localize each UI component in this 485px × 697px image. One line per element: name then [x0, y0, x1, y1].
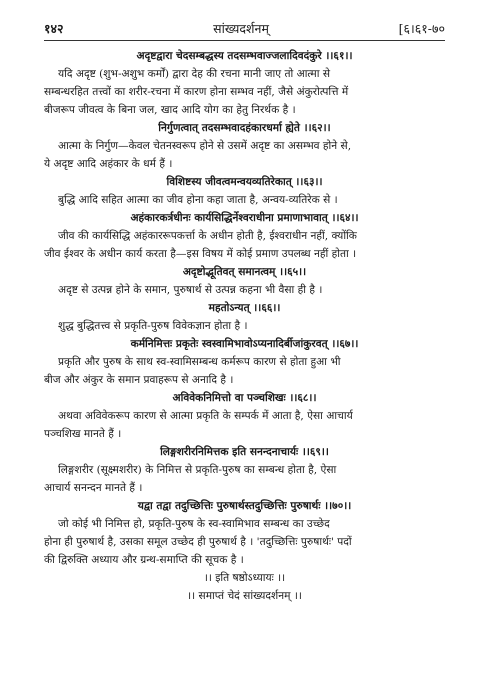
- commentary-line: पञ्चशिख मानते हैं ।: [44, 428, 122, 440]
- sutra-line: अदृष्टद्वारा चेदसम्बद्धस्य तदसम्भवाज्जलादिवदंकुरे ।।६१।।: [136, 50, 353, 62]
- commentary-line: यदि अदृष्ट (शुभ-अशुभ कर्मों) द्वारा देह की रचना मानी जाए तो आत्मा से: [58, 68, 330, 80]
- book-end-line: ।। समाप्तं चेदं सांख्यदर्शनम् ।।: [187, 590, 302, 602]
- page-number: १४२: [44, 21, 64, 36]
- sutra-line: विशिष्टस्य जीवत्वमन्वयव्यतिरेकात् ।।६३।।: [166, 176, 323, 188]
- commentary-line: बीज और अंकुर के समान प्रवाहरूप से अनादि है ।: [44, 374, 234, 386]
- sutra-line: अदृष्टोद्भूतिवत् समानत्वम् ।।६५।।: [182, 266, 307, 278]
- sutra-line: अहंकारकर्त्रधीनः कार्यसिद्धिर्नेश्वराधीना प्रमाणाभावात् ।।६४।।: [130, 212, 359, 224]
- sutra-line: कर्मनिमित्तः प्रकृतेः स्वस्वामिभावोऽप्यनादिर्बीजांकुरवत् ।।६७।।: [130, 338, 359, 350]
- sutra-line: लिङ्गशरीरनिमित्तक इति सनन्दनाचार्यः ।।६९।।: [160, 446, 329, 458]
- sutra-range: [६।६१-७०: [398, 21, 445, 36]
- sutra-line: निर्गुणत्वात् तदसम्भवादहंकारधर्मा ह्येते ।।६२।।: [158, 122, 331, 134]
- commentary-line: जो कोई भी निमित्त हो, प्रकृति-पुरुष के स्व-स्वामिभाव सम्बन्ध का उच्छेद: [58, 518, 330, 530]
- sutra-line: महतोऽन्यत् ।।६६।।: [208, 302, 281, 314]
- commentary-line: अदृष्ट से उत्पन्न होने के समान, पुरुषार्थ से उत्पन्न कहना भी वैसा ही है ।: [58, 284, 323, 296]
- commentary-line: ये अदृष्ट आदि अहंकार के धर्म हैं ।: [44, 158, 173, 170]
- chapter-end-line: ।। इति षष्ठोऽध्यायः ।।: [203, 572, 286, 584]
- commentary-line: होना ही पुरुषार्थ है, उसका समूल उच्छेद ही पुरुषार्थ है । 'तदुच्छित्तिः पुरुषार्थः' पदों: [44, 536, 352, 548]
- page-header: [44, 20, 445, 41]
- commentary-line: लिङ्गशरीर (सूक्ष्मशरीर) के निमित्त से प्रकृति-पुरुष का सम्बन्ध होता है, ऐसा: [58, 464, 337, 476]
- commentary-line: बुद्धि आदि सहित आत्मा का जीव होना कहा जाता है, अन्वय-व्यतिरेक से ।: [58, 194, 338, 206]
- sutra-line: यद्वा तद्वा तदुच्छित्तिः पुरुषार्थस्तदुच्छित्तिः पुरुषार्थः ।।७०।।: [137, 500, 352, 512]
- commentary-line: प्रकृति और पुरुष के साथ स्व-स्वामिसम्बन्ध कर्मरूप कारण से होता हुआ भी: [58, 356, 341, 368]
- commentary-line: की द्विरुक्ति अध्याय और ग्रन्थ-समाप्ति की सूचक है ।: [44, 554, 244, 566]
- running-title: सांख्यदर्शनम्: [213, 21, 269, 36]
- commentary-line: शुद्ध बुद्धितत्त्व से प्रकृति-पुरुष विवेकज्ञान होता है ।: [58, 320, 248, 332]
- commentary-line: आत्मा के निर्गुण—केवल चेतनस्वरूप होने से उसमें अदृष्ट का असम्भव होने से,: [58, 140, 352, 152]
- commentary-line: अथवा अविवेकरूप कारण से आत्मा प्रकृति के सम्पर्क में आता है, ऐसा आचार्य: [58, 410, 353, 422]
- commentary-line: जीव की कार्यसिद्धि अहंकाररूपकर्त्ता के अधीन होती है, ईश्वराधीन नहीं, क्योंकि: [58, 230, 357, 242]
- commentary-line: सम्बन्धरहित तत्त्वों का शरीर-रचना में कारण होना सम्भव नहीं, जैसे अंकुरोत्पत्ति में: [44, 86, 349, 98]
- sutra-line: अविवेकनिमित्तो वा पञ्चशिखः ।।६८।।: [172, 392, 317, 404]
- page-body: [44, 47, 445, 569]
- commentary-line: बीजरूप जीवत्व के बिना जल, खाद आदि योग का हेतु निरर्थक है ।: [44, 104, 296, 116]
- commentary-line: जीव ईश्वर के अधीन कार्य करता है—इस विषय में कोई प्रमाण उपलब्ध नहीं होता ।: [44, 248, 357, 260]
- commentary-line: आचार्य सनन्दन मानते हैं ।: [44, 482, 143, 494]
